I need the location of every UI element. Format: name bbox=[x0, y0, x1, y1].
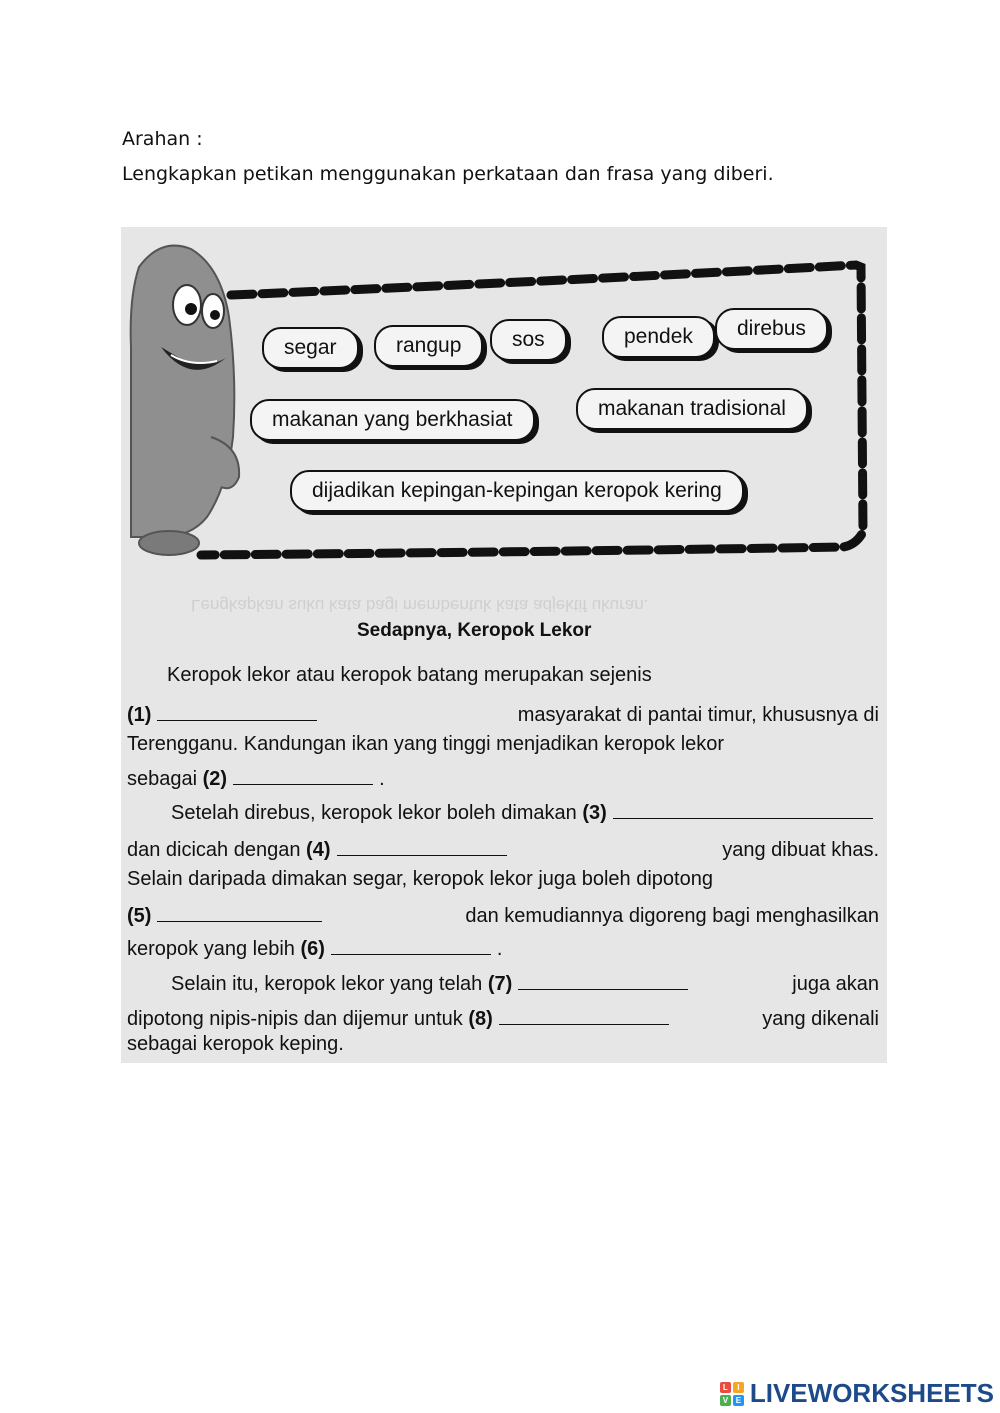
passage-line-6: dan dicicah dengan (4) yang dibuat khas. bbox=[127, 839, 879, 861]
passage-line-9: keropok yang lebih (6) . bbox=[127, 938, 503, 960]
passage-line-12: sebagai keropok keping. bbox=[127, 1033, 344, 1055]
answer-blank-4[interactable] bbox=[337, 837, 507, 856]
instructions-text: Lengkapkan petikan menggunakan perkataan dan frasa yang diberi. bbox=[122, 163, 774, 185]
answer-blank-7[interactable] bbox=[518, 971, 688, 990]
word-chip-pendek[interactable]: pendek bbox=[602, 316, 715, 358]
word-chip-rangup[interactable]: rangup bbox=[374, 325, 483, 367]
instructions-title: Arahan : bbox=[122, 128, 203, 150]
liveworksheets-logo bbox=[720, 1378, 994, 1409]
passage-line-4: sebagai (2) . bbox=[127, 768, 385, 790]
passage-line-11: dipotong nipis-nipis dan dijemur untuk (8) yang dikenali bbox=[127, 1008, 879, 1030]
answer-blank-3[interactable] bbox=[613, 800, 873, 819]
word-chip-direbus[interactable]: direbus bbox=[715, 308, 828, 350]
passage-line-2: (1) masyarakat di pantai timur, khususnya di bbox=[127, 704, 879, 726]
passage-title: Sedapnya, Keropok Lekor bbox=[357, 620, 592, 641]
liveworksheets-logo-icon: L I V E bbox=[720, 1382, 744, 1406]
answer-blank-6[interactable] bbox=[331, 936, 491, 955]
answer-blank-8[interactable] bbox=[499, 1006, 669, 1025]
bleed-through-text: Lengkapkan suku kata bagi membentuk kata adjektif ukuran. bbox=[191, 596, 649, 615]
passage-line-7: Selain daripada dimakan segar, keropok lekor juga boleh dipotong bbox=[127, 868, 713, 890]
liveworksheets-brand: LIVEWORKSHEETS bbox=[749, 1378, 994, 1408]
keropok-mascot-icon bbox=[121, 237, 261, 567]
answer-blank-1[interactable] bbox=[157, 702, 317, 721]
passage-line-8: (5) dan kemudiannya digoreng bagi menghasilkan bbox=[127, 905, 879, 927]
answer-blank-2[interactable] bbox=[233, 766, 373, 785]
worksheet-image bbox=[121, 227, 887, 1063]
answer-blank-5[interactable] bbox=[157, 903, 322, 922]
passage-line-3: Terengganu. Kandungan ikan yang tinggi menjadikan keropok lekor bbox=[127, 733, 725, 755]
word-chip-sos[interactable]: sos bbox=[490, 319, 567, 361]
word-chip-dijadikan-keropok-kering[interactable]: dijadikan kepingan-kepingan keropok kering bbox=[290, 470, 744, 512]
word-chip-segar[interactable]: segar bbox=[262, 327, 359, 369]
word-chip-makanan-tradisional[interactable]: makanan tradisional bbox=[576, 388, 808, 430]
word-chip-makanan-berkhasiat[interactable]: makanan yang berkhasiat bbox=[250, 399, 535, 441]
passage-line-5: Setelah direbus, keropok lekor boleh dimakan (3) bbox=[127, 800, 879, 825]
passage-line-10: Selain itu, keropok lekor yang telah (7) juga akan bbox=[171, 973, 879, 995]
passage-line-1: Keropok lekor atau keropok batang merupakan sejenis bbox=[167, 664, 652, 686]
